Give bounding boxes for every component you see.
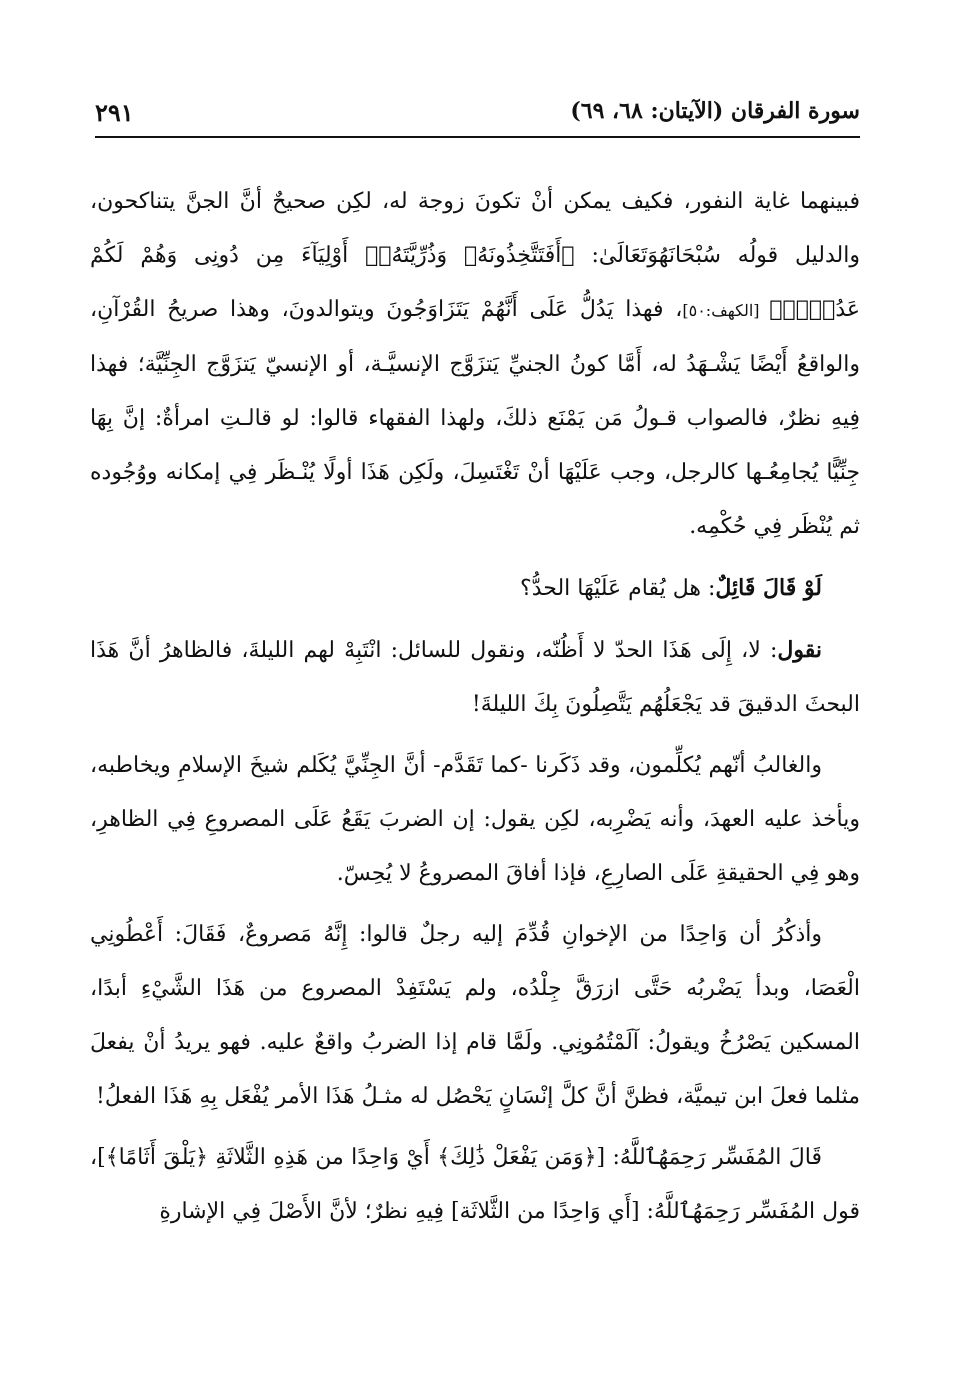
page-header [95,96,860,138]
quran-phrase-1: ﴿وَمَن يَفْعَلْ ذَٰلِكَ﴾ [437,1145,597,1170]
paragraph-6 [90,1131,860,1239]
answer-text: : لا، إِلَى هَذَا الحدّ لا أَظُنّه، ونقول للسائل: انْتَبِهْ لهم الليلةَ، فالظاهرُ أنَّ هَذَا البحثَ الدقيقَ قد يَجْعَلُهُم يَتَّصِلُونَ بِكَ الليلةَ! [90,638,860,717]
paragraph-5: وأذكُرُ أن وَاحِدًا من الإخوانِ قُدِّمَ إليه رجلٌ قالوا: إِنَّهُ مَصروعٌ، فَقَالَ: أَعْطُونِي الْعَصَا، وبدأ يَضْربُه حَتَّى ازرَقَّ جِلْدُه، ولم يَسْتَفِدْ المصروع من هَذَا الشَّيْءِ أبدًا، المسكين يَصْرُخُ ويقولُ: آلَمْتُمُونِي. ولَمَّا قام إذا الضربُ واقعٌ عليه. فهو يريدُ أنْ يفعلَ مثلما فعلَ ابن تيميَّة، فظنَّ أنَّ كلَّ إنْسَانٍ يَحْصُل له مثـلُ هَذَا الأمر يُفْعَل بِهِ هَذَا الفعلُ! [90,922,860,1109]
paragraph-6-text-a: قَالَ المُفَسِّر رَحِمَهُٱللَّهُ: [ [596,1145,822,1170]
paragraph-1 [90,175,860,554]
question-text: : هل يُقام عَلَيْهَا الحدُّ؟ [520,576,716,601]
page-number: ٢٩١ [95,98,134,127]
quran-phrase-2: ﴿يَلْقَ أَثَامًا﴾ [105,1145,209,1170]
paragraph-1-text-a: فبينهما غاية النفور، فكيف يمكن أنْ تكونَ زوجة له، لكِن صحيحٌ أنَّ الجنَّ يتناكحون، والدليل قولُه سُبْحَانَهُوَتَعَالَىٰ: [90,189,860,268]
running-title: سورة الفرقان (الآيتان: ٦٨، ٦٩) [570,98,860,124]
question-label: لَوْ قَالَ قَائِلٌ [715,575,822,601]
paragraph-2 [90,561,860,616]
page-body [90,175,860,1246]
paragraph-6-text-c: ]، قول المُفَسِّر رَحِمَهُٱللَّهُ: [أَي وَاحِدًا من الثَّلاثَة] فِيهِ نظرٌ؛ لأنَّ الأَصْلَ فِي الإشارةِ [90,1145,860,1224]
verse-reference: [الكهف:٥٠] [682,301,770,320]
quran-verse-kahf-50: ﴿أَفَتَتَّخِذُونَهُۥ وَذُرِّيَّتَهُۥٓ أَوْلِيَآءَ مِن دُونِى وَهُمْ لَكُمْ عَدُوٌّۢ﴾ [90,243,861,322]
paragraph-3 [90,623,860,732]
paragraph-4: والغالبُ أنّهم يُكلِّمون، وقد ذَكَرنا -كما تَقَدَّم- أنَّ الجِنِّيَّ يُكَلم شيخَ الإسلامِ ويخاطبه، ويأخذ عليه العهدَ، وأنه يَضْرِبه، لكِن يقول: إن الضربَ يَقَعُ عَلَى المصروعِ فِي الظاهرِ، وهو فِي الحقيقةِ عَلَى الصارِعِ، فإذا أفاقَ المصروعُ لا يُحِسّ. [90,753,860,886]
paragraph-6-text-b: أَيْ وَاحِدًا من هَذِهِ الثَّلاثَةِ [208,1145,438,1170]
paragraph-1-text-b: ، فهذا يَدُلُّ عَلَى أَنَّهُمْ يَتَزَاوَجُونَ ويتوالدونَ، وهذا صريحُ القُرْآنِ، والواقعُ أَيْضًا يَشْـهَدُ له، أَمَّا كونُ الجنيِّ يَتزَوَّج الإنسيَّـة، أو الإنسيّ يَتزَوَّج الجِنِّيَّة؛ فهذا فِيهِ نظرٌ، فالصواب قـولُ مَن يَمْنَع ذلكَ، ولهذا الفقهاء قالوا: لو قالـتِ امرأةٌ: إنَّ بِهَا جِنِّيًّا يُجامِعُـها كالرجل، وجب عَلَيْهَا أنْ تَغْتَسِلَ، ولَكِن هَذَا أولًا يُنْـظَر فِي إمكانه ووُجُوده ثم يُنْظَر فِي حُكْمِه. [90,297,860,539]
answer-label: نقول [777,637,822,663]
